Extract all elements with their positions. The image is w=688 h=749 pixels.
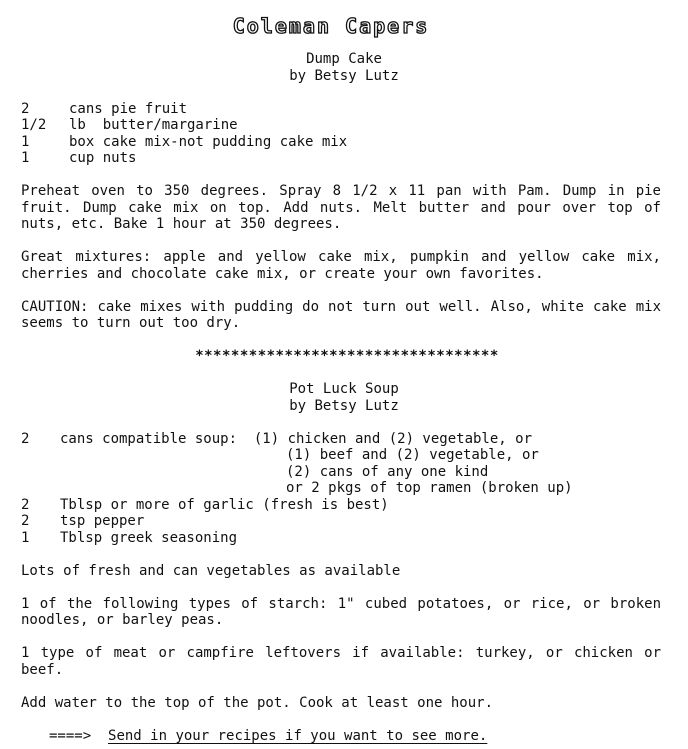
recipe-byline: by Betsy Lutz [289,67,399,84]
dump-cake-header [27,51,661,84]
ingredient-text: Tblsp greek seasoning [60,529,238,546]
newsletter-page [21,12,661,744]
soup-option [21,464,661,481]
ingredient-text: cans pie fruit [69,100,188,117]
ingredient-qty: 1/2 [21,117,47,133]
ingredient-row [21,530,661,547]
soup-option [21,480,661,497]
masthead-title: Coleman Capers [232,14,430,38]
ingredient-qty: 1 [21,133,30,150]
soup-starch: 1 of the following types of starch: 1" cubed potatoes, or rice, or broken noodles, or barley peas. [21,595,661,628]
dump-cake-mixtures: Great mixtures: apple and yellow cake mix, pumpkin and yellow cake mix, cherries and chocolate cake mix, or create your own favorites. [21,249,661,282]
ingredient-row [21,497,661,514]
soup-meat: 1 type of meat or campfire leftovers if available: turkey, or chicken or beef. [21,645,661,678]
soup-option-text: (2) cans of any one kind [286,463,489,480]
ingredient-qty: 2 [21,496,30,513]
ingredient-row [21,431,661,448]
dump-cake-caution: CAUTION: cake mixes with pudding do not turn out well. Also, white cake mix seems to turn out too dry. [21,298,661,331]
soup-option-text: (1) beef and (2) vegetable, or [286,447,539,463]
ingredient-row [21,150,661,167]
ingredient-text: Tblsp or more of garlic (fresh is best) [60,496,389,513]
dump-cake-instructions: Preheat oven to 350 degrees. Spray 8 1/2 x 11 pan with Pam. Dump in pie fruit. Dump cake mix on top. Add nuts. Melt butter and pour over top of nuts, etc. Bake 1 hour at 350 degrees. [21,183,661,232]
ingredient-row [21,134,661,151]
dump-cake-ingredients [21,101,661,167]
ingredient-qty: 2 [21,430,30,447]
pot-luck-header [27,381,661,414]
send-recipes-text: Send in your recipes if you want to see more. [108,727,488,744]
ingredient-qty: 1 [21,150,30,166]
ingredient-text: tsp pepper [60,513,145,529]
ingredient-row [21,117,661,134]
recipe-byline: by Betsy Lutz [289,397,399,414]
ingredient-text: cup nuts [69,150,137,166]
footer-callout [49,728,661,745]
ingredient-row [21,101,661,118]
ingredient-text: box cake mix-not pudding cake mix [69,133,348,150]
ingredient-qty: 1 [21,529,30,546]
ingredient-row [21,513,661,530]
soup-option [21,447,661,464]
soup-vegetables: Lots of fresh and can vegetables as available [21,562,401,579]
ingredient-text: lb butter/margarine [69,117,238,133]
ingredient-qty: 2 [21,100,30,117]
pot-luck-ingredients [21,431,661,547]
ingredient-qty: 2 [21,513,30,529]
soup-water: Add water to the top of the pot. Cook at least one hour. [21,694,494,711]
separator-stars: ********************************** [195,348,499,364]
arrow-icon: ====> [49,727,92,744]
recipe-title: Dump Cake [306,51,382,67]
ingredient-text: cans compatible soup: (1) chicken and (2) vegetable, or [60,430,533,447]
recipe-title: Pot Luck Soup [289,381,399,397]
soup-option-text: or 2 pkgs of top ramen (broken up) [286,480,573,496]
